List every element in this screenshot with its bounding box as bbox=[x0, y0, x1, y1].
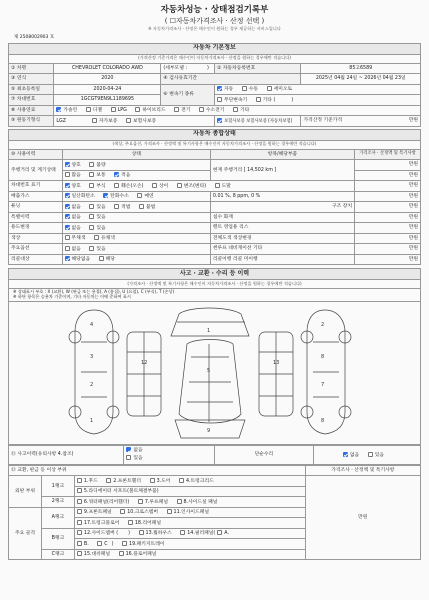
side-sill-label: 8.사이드실 패널 bbox=[183, 499, 218, 505]
mileage-status-cell bbox=[62, 160, 210, 171]
tuning-price: 만원 bbox=[355, 202, 421, 213]
tuning-legal-checkbox[interactable] bbox=[114, 204, 119, 209]
vin-good-checkbox[interactable] bbox=[65, 183, 70, 188]
vin-mark-options bbox=[62, 181, 355, 192]
tuning-options bbox=[62, 202, 210, 213]
radiator-support-label: 5.라디에이터 서포트(볼트체결부품) bbox=[83, 489, 159, 495]
hood-checkbox[interactable] bbox=[77, 478, 82, 483]
panel-number: 13 bbox=[273, 359, 280, 366]
mileage-price: 만원 bbox=[355, 160, 421, 171]
pillar-panel-checkbox[interactable] bbox=[180, 530, 185, 535]
exchange-label: ⑫ 교환, 판금 등 이상 부위 bbox=[9, 465, 306, 476]
firstreg-value: 2020-04-24 bbox=[54, 84, 161, 95]
tuning-legal-label: 적법 bbox=[121, 204, 131, 210]
trans-other-end: ) bbox=[291, 97, 294, 103]
panel-number: 12 bbox=[141, 359, 148, 366]
status-table bbox=[8, 129, 421, 266]
mileage-normal-label: 보통 bbox=[96, 173, 106, 179]
mileage-normal-checkbox[interactable] bbox=[89, 172, 94, 177]
pillar-a-checkbox[interactable] bbox=[217, 530, 222, 535]
special-price: 만원 bbox=[355, 212, 421, 223]
door-checkbox[interactable] bbox=[150, 478, 155, 483]
history-none-label: 없음 bbox=[133, 448, 143, 454]
year-value: 2020 bbox=[54, 74, 161, 85]
panel-numbers bbox=[90, 322, 324, 434]
warranty-self-label: 자가보증 bbox=[98, 118, 118, 124]
car-diagram bbox=[9, 302, 420, 442]
car-frame-view bbox=[127, 332, 293, 416]
trans-semi-checkbox[interactable] bbox=[267, 86, 272, 91]
emission-smoke-label: 매연 bbox=[144, 194, 154, 200]
rank1-options-a bbox=[74, 476, 305, 487]
mileage-good-checkbox[interactable] bbox=[65, 162, 70, 167]
status-col-price: 가격조사 · 산정액 및 특기사항 bbox=[355, 149, 421, 160]
quarter-panel-label: 6.쿼터패널(리어휀더) bbox=[83, 499, 130, 505]
usage-options bbox=[62, 223, 210, 234]
simple-repair-label: 단순수리 bbox=[214, 446, 313, 464]
pillar-c-label: C bbox=[104, 541, 108, 547]
fuel-other-label: 기타 bbox=[239, 108, 250, 114]
main-frame-label: 주요 골격 bbox=[9, 507, 42, 560]
pillar-a-label: A. bbox=[224, 531, 229, 537]
fuel-electric-checkbox[interactable] bbox=[174, 107, 179, 112]
trunk-floor-checkbox[interactable] bbox=[77, 520, 82, 525]
options-label: 주요옵션 bbox=[9, 244, 63, 255]
usage-label: 용도변경 bbox=[9, 223, 63, 234]
period-label: ④ 검사유효기간 bbox=[161, 74, 301, 85]
status-col-status: 상태 bbox=[62, 149, 210, 160]
form-subnote: ※ 자동차가격조사 · 산정은 매수인이 원하는 경우 제공하는 서비스입니다 bbox=[148, 25, 281, 31]
options-price: 만원 bbox=[355, 244, 421, 255]
rankB-label: B랭크 bbox=[41, 528, 74, 549]
rankC-label: C랭크 bbox=[41, 549, 74, 560]
parts-table bbox=[8, 465, 421, 561]
fuel-diesel-checkbox[interactable] bbox=[86, 107, 91, 112]
rank2-options bbox=[74, 497, 305, 508]
emission-label: 배출가스 bbox=[9, 191, 63, 202]
status-col-detail: 항목/해당부품 bbox=[210, 149, 354, 160]
tuning-illegal-checkbox[interactable] bbox=[139, 204, 144, 209]
options-none-checkbox[interactable] bbox=[65, 246, 70, 251]
car-diagram-cell bbox=[9, 301, 421, 445]
pillar-end: ) bbox=[111, 541, 114, 547]
exchange-price-col: 가격조사 · 산정액 및 특기사항 bbox=[305, 465, 420, 476]
car-right-side-view bbox=[301, 310, 351, 434]
trunk-lid-label: 4.트렁크리드 bbox=[185, 478, 214, 484]
trans-auto-label: 자동 bbox=[223, 87, 234, 93]
panel-number: 8 bbox=[321, 353, 325, 360]
fuel-diesel-label: 디젤 bbox=[92, 108, 103, 114]
history-label: ⑪ 사고이력(유의사항 4.참조) bbox=[9, 446, 124, 464]
engine-warranty-cell bbox=[54, 116, 215, 127]
emission-price: 만원 bbox=[355, 191, 421, 202]
panel-number: 1 bbox=[207, 327, 211, 334]
detail-model-label: (세부모델 : bbox=[163, 65, 187, 71]
inside-panel-checkbox[interactable] bbox=[167, 509, 172, 514]
roof-panel-checkbox[interactable] bbox=[138, 499, 143, 504]
color-chromatic-checkbox[interactable] bbox=[94, 235, 99, 240]
package-tray-checkbox[interactable] bbox=[122, 541, 127, 546]
warranty-insurer-label: 보험사보증 bbox=[132, 118, 157, 124]
price-basis-label: 가격산정 기준가격 bbox=[303, 118, 343, 124]
options-yes-label: 있음 bbox=[96, 246, 106, 252]
transmission-options-2 bbox=[214, 95, 420, 106]
special-options bbox=[62, 212, 210, 223]
mileage-few-checkbox[interactable] bbox=[114, 172, 119, 177]
package-tray-label: 19.패키지트레이 bbox=[129, 541, 165, 547]
rear-panel-checkbox[interactable] bbox=[128, 520, 133, 525]
fuel-hydrogen-label: 수소전기 bbox=[205, 108, 225, 114]
rankA-label: A랭크 bbox=[41, 507, 74, 528]
vin-altered-label: 변조(변타) bbox=[183, 183, 207, 189]
trans-manual-label: 수동 bbox=[248, 87, 259, 93]
tuning-detail: 구조 장치 bbox=[210, 202, 354, 213]
status-section-title: 자동차 종합상태 bbox=[9, 129, 421, 140]
rank1-options-b bbox=[74, 486, 305, 497]
vin-corrosion-checkbox[interactable] bbox=[89, 183, 94, 188]
side-member-checkbox[interactable] bbox=[77, 530, 82, 535]
radiator-support-checkbox[interactable] bbox=[77, 488, 82, 493]
recall-none-checkbox[interactable] bbox=[65, 256, 70, 261]
vin-differ-checkbox[interactable] bbox=[152, 183, 157, 188]
trans-cvt-checkbox[interactable] bbox=[217, 97, 222, 102]
basic-section-title: 자동차 기본정보 bbox=[9, 43, 421, 54]
emission-co-checkbox[interactable] bbox=[65, 193, 70, 198]
mileage-many-label: 많음 bbox=[71, 173, 81, 179]
vin-value: 1GCGT9EN9L1189695 bbox=[54, 95, 161, 106]
cross-member-label: 10.크로스멤버 bbox=[127, 510, 158, 516]
usage-price: 만원 bbox=[355, 223, 421, 234]
fuel-other-checkbox[interactable] bbox=[233, 107, 238, 112]
transmission-options-1 bbox=[214, 84, 420, 95]
period-value: 2025년 04월 24일 ~ 2026년 04월 23일 bbox=[301, 74, 421, 85]
vin-mark-label: 차대번호 표기 bbox=[9, 181, 63, 192]
accident-table bbox=[8, 268, 421, 445]
detail-model-end: ) bbox=[206, 65, 209, 71]
rank1-label: 1랭크 bbox=[41, 476, 74, 497]
mileage-many-checkbox[interactable] bbox=[65, 172, 70, 177]
side-member-label: 12.사이드멤버 ( bbox=[83, 531, 119, 537]
warranty-insurance-checkbox[interactable] bbox=[217, 118, 222, 123]
simple-none-checkbox[interactable] bbox=[343, 452, 348, 457]
vin-damage-label: 훼손(오손) bbox=[121, 183, 144, 189]
tuning-yes-checkbox[interactable] bbox=[89, 204, 94, 209]
special-detail: 침수 화재 bbox=[210, 212, 354, 223]
special-none-checkbox[interactable] bbox=[65, 214, 70, 219]
color-achromatic-checkbox[interactable] bbox=[65, 235, 70, 240]
vin-label: ⑦ 차대번호 bbox=[9, 95, 54, 106]
form-header bbox=[8, 6, 421, 32]
color-price: 만원 bbox=[355, 233, 421, 244]
vin-good-label: 양호 bbox=[71, 183, 81, 189]
simple-yes-label: 있음 bbox=[374, 452, 384, 458]
accident-legend bbox=[9, 289, 421, 302]
recall-yes-checkbox[interactable] bbox=[99, 256, 104, 261]
warranty-insurance-label: 보험사보증 보험사보증 [자동차보험] bbox=[223, 118, 293, 124]
trans-other-checkbox[interactable] bbox=[256, 97, 261, 102]
mileage-detail: 현재 주행거리 [ 14,502 km ] bbox=[210, 160, 354, 181]
parts-price: 만원 bbox=[305, 476, 420, 560]
pillar-b-label: B. bbox=[83, 541, 89, 547]
rankA-options-a bbox=[74, 507, 305, 518]
fuel-gasoline-checkbox[interactable] bbox=[56, 107, 61, 112]
panel-number: 2 bbox=[321, 321, 325, 328]
simple-yes-checkbox[interactable] bbox=[368, 452, 373, 457]
basic-info-table bbox=[8, 43, 421, 127]
year-label: ③ 연식 bbox=[9, 74, 54, 85]
color-chromatic-label: 유채색 bbox=[100, 236, 115, 242]
mileage-level-cell bbox=[62, 170, 210, 181]
basic-section-note: (가격산정 기준가격은 매수인이 자동차가격조사 · 산정을 원하는 경우에만 적습니다) bbox=[9, 54, 421, 63]
usage-detail: 렌트 영업용 리스 bbox=[210, 223, 354, 234]
history-yes-checkbox[interactable] bbox=[126, 455, 131, 460]
mileage-few-label: 적음 bbox=[121, 173, 131, 179]
floor-panel-label: 16.플로어패널 bbox=[125, 552, 157, 558]
engine-label: ⑨ 원동기형식 bbox=[9, 116, 54, 127]
outer-panel-label: 외판 부위 bbox=[9, 476, 42, 508]
warranty-insurer-checkbox[interactable] bbox=[126, 118, 131, 123]
trans-cvt-label: 무단변속기 bbox=[223, 97, 248, 103]
trans-semi-label: 세미오토 bbox=[273, 87, 293, 93]
panel-number: 5 bbox=[207, 367, 211, 374]
panel-number: 9 bbox=[207, 427, 211, 434]
history-yes-label: 있음 bbox=[133, 456, 143, 462]
car-name-label: ① 차명 bbox=[9, 63, 54, 74]
front-panel-label: 9.프론트패널 bbox=[83, 510, 112, 516]
dash-panel-checkbox[interactable] bbox=[77, 551, 82, 556]
fuel-options bbox=[54, 105, 421, 116]
form-title: 자동차성능 · 상태점검기록부 bbox=[160, 5, 269, 15]
special-label: 특별이력 bbox=[9, 212, 63, 223]
mileage-good-label: 양호 bbox=[71, 162, 81, 168]
rankA-options-b bbox=[74, 518, 305, 529]
special-none-label: 없음 bbox=[71, 215, 81, 221]
front-fender-checkbox[interactable] bbox=[106, 478, 111, 483]
vin-mark-price: 만원 bbox=[355, 181, 421, 192]
color-options bbox=[62, 233, 210, 244]
door-label: 3.도어 bbox=[156, 478, 171, 484]
color-achromatic-label: 무채색 bbox=[71, 236, 86, 242]
usage-none-checkbox[interactable] bbox=[65, 225, 70, 230]
warranty-self-checkbox[interactable] bbox=[92, 118, 97, 123]
panel-number: 1 bbox=[90, 417, 94, 424]
inside-panel-label: 11.인사이드패널 bbox=[173, 510, 209, 516]
vin-damage-checkbox[interactable] bbox=[114, 183, 119, 188]
history-options bbox=[124, 446, 215, 464]
wheel-house-label: 13.휠하우스 bbox=[145, 531, 172, 537]
wheel-house-checkbox[interactable] bbox=[139, 530, 144, 535]
vin-painted-checkbox[interactable] bbox=[215, 183, 220, 188]
panel-number: 8 bbox=[321, 417, 325, 424]
fuel-hybrid-checkbox[interactable] bbox=[135, 107, 140, 112]
emission-smoke-checkbox[interactable] bbox=[137, 193, 142, 198]
recall-label: 리콜대상 bbox=[9, 254, 63, 265]
transmission-label: ⑥ 변속기 종류 bbox=[161, 84, 215, 105]
regno-value: 85고6589 bbox=[301, 63, 421, 74]
firstreg-label: ⑤ 최초등록일 bbox=[9, 84, 54, 95]
status-col-item: ⑩ 사용이력 bbox=[9, 149, 63, 160]
usage-yes-checkbox[interactable] bbox=[89, 225, 94, 230]
mileage-label: 주행거리 및 계기상태 bbox=[9, 160, 63, 181]
tuning-label: 튜닝 bbox=[9, 202, 63, 213]
vin-altered-checkbox[interactable] bbox=[177, 183, 182, 188]
pillar-panel-label: 14.필러패널( bbox=[187, 531, 216, 537]
fuel-lpg-label: LPG bbox=[117, 108, 127, 114]
rank2-label: 2랭크 bbox=[41, 497, 74, 508]
vin-corrosion-label: 부식 bbox=[96, 183, 106, 189]
legend-symbols: ※ 상태표시 부호 : X (교환), W (판금 또는 용접), A (흠집), U (요철), C (부식), T (손상) bbox=[13, 289, 175, 295]
usage-yes-label: 있음 bbox=[96, 225, 106, 231]
document-number: 제 2508002903 호 bbox=[14, 34, 55, 40]
hood-label: 1.후드 bbox=[83, 478, 98, 484]
front-panel-checkbox[interactable] bbox=[77, 509, 82, 514]
mileage-bad-label: 불량 bbox=[96, 162, 106, 168]
vin-differ-label: 상이 bbox=[158, 183, 169, 189]
emission-hc-checkbox[interactable] bbox=[103, 193, 108, 198]
color-label: 색상 bbox=[9, 233, 63, 244]
panel-number: 3 bbox=[90, 353, 94, 360]
price-basis-cell bbox=[301, 116, 421, 127]
options-options bbox=[62, 244, 210, 255]
emission-hc-label: 탄화수소 bbox=[110, 194, 129, 200]
roof-panel-label: 7.루프패널 bbox=[144, 499, 168, 505]
rankB-options-a bbox=[74, 528, 305, 539]
fuel-hydrogen-checkbox[interactable] bbox=[199, 107, 204, 112]
accident-history-table bbox=[8, 445, 421, 464]
fuel-label: ⑧ 사용연료 bbox=[9, 105, 54, 116]
rankB-options-b bbox=[74, 539, 305, 550]
accident-section-note: (가격조사 · 산정액 및 특기사항은 매수인이 자동차가격조사 · 산정을 원하는 경우에만 적습니다) bbox=[9, 280, 421, 289]
emission-co-label: 일산화탄소 bbox=[71, 194, 95, 200]
side-sill-checkbox[interactable] bbox=[177, 499, 182, 504]
recall-options bbox=[62, 254, 210, 265]
car-left-side-view bbox=[69, 310, 119, 434]
color-detail: 전체도색 색상변경 bbox=[210, 233, 354, 244]
warranty-insurance-cell bbox=[214, 116, 301, 127]
trans-manual-checkbox[interactable] bbox=[242, 86, 247, 91]
side-member-end: ) bbox=[128, 531, 130, 537]
recall-none-label: 해당없음 bbox=[71, 257, 91, 263]
tuning-none-checkbox[interactable] bbox=[65, 204, 70, 209]
rear-panel-label: 18.리어패널 bbox=[134, 520, 162, 526]
engine-value: LGZ bbox=[56, 118, 66, 124]
pillar-c-checkbox[interactable] bbox=[97, 541, 102, 546]
status-section-note: (색상, 주요옵션, 가격조사 · 산정액 및 특기사항은 매수인이 자동차가격조사 · 산정을 원하는 경우에만 적습니다) bbox=[9, 140, 421, 149]
tuning-none-label: 없음 bbox=[71, 204, 81, 210]
emission-options bbox=[62, 191, 210, 202]
trans-auto-checkbox[interactable] bbox=[217, 86, 222, 91]
mileage-bad-checkbox[interactable] bbox=[89, 162, 94, 167]
regno-label: ② 자동차등록번호 bbox=[214, 63, 301, 74]
simple-repair-options bbox=[313, 446, 420, 464]
tuning-yes-label: 있음 bbox=[96, 204, 106, 210]
panel-number: 7 bbox=[321, 381, 325, 388]
fuel-lpg-checkbox[interactable] bbox=[111, 107, 116, 112]
car-top-view bbox=[179, 339, 241, 423]
history-none-checkbox[interactable] bbox=[126, 447, 131, 452]
form-subtitle: ( ☐자동차가격조사 · 산정 선택 ) bbox=[164, 16, 265, 25]
floor-panel-checkbox[interactable] bbox=[119, 551, 124, 556]
rankC-options bbox=[74, 549, 305, 560]
legend-standard: ※ 하단 항목은 승용차 기준이며, 기타 자동차는 이에 준하여 표시 bbox=[13, 294, 131, 300]
fuel-electric-label: 전기 bbox=[181, 108, 191, 114]
fuel-hybrid-label: 하이브리드 bbox=[142, 108, 166, 114]
recall-yes-label: 해당 bbox=[105, 257, 115, 263]
fuel-gasoline-label: 가솔린 bbox=[63, 108, 78, 114]
mileage-level-price: 만원 bbox=[355, 170, 421, 181]
detail-model-cell bbox=[161, 63, 215, 74]
emission-detail: 0.01 %, 8 ppm, 0 % bbox=[210, 191, 354, 202]
recall-price: 만원 bbox=[355, 254, 421, 265]
dash-panel-label: 15.대쉬패널 bbox=[83, 552, 111, 558]
price-basis-unit: 만원 bbox=[408, 118, 418, 124]
usage-none-label: 없음 bbox=[71, 225, 81, 231]
panel-number: 2 bbox=[90, 381, 94, 388]
trunk-lid-checkbox[interactable] bbox=[179, 478, 184, 483]
pillar-b-checkbox[interactable] bbox=[77, 541, 82, 546]
options-none-label: 없음 bbox=[71, 246, 81, 252]
car-name-value: CHEVROLET COLORADO AWD bbox=[54, 63, 161, 74]
tuning-illegal-label: 불법 bbox=[145, 204, 156, 210]
special-yes-checkbox[interactable] bbox=[89, 214, 94, 219]
options-detail: 썬루프 네비게이션 기타 bbox=[210, 244, 354, 255]
trunk-floor-label: 17.트렁크플로어 bbox=[83, 520, 120, 526]
recall-detail: 리콜이행 리콜 미이행 bbox=[210, 254, 354, 265]
simple-none-label: 없음 bbox=[349, 452, 360, 458]
accident-section-title: 사고 · 교환 · 수리 등 이력 bbox=[9, 269, 421, 280]
special-yes-label: 있음 bbox=[96, 215, 106, 221]
quarter-panel-checkbox[interactable] bbox=[77, 499, 82, 504]
vin-painted-label: 도말 bbox=[221, 183, 231, 189]
panel-number: 4 bbox=[90, 321, 94, 328]
options-yes-checkbox[interactable] bbox=[89, 246, 94, 251]
front-fender-label: 2.프론트휀더 bbox=[113, 478, 142, 484]
trans-other-label: 기타 ( bbox=[262, 97, 276, 103]
cross-member-checkbox[interactable] bbox=[120, 509, 125, 514]
